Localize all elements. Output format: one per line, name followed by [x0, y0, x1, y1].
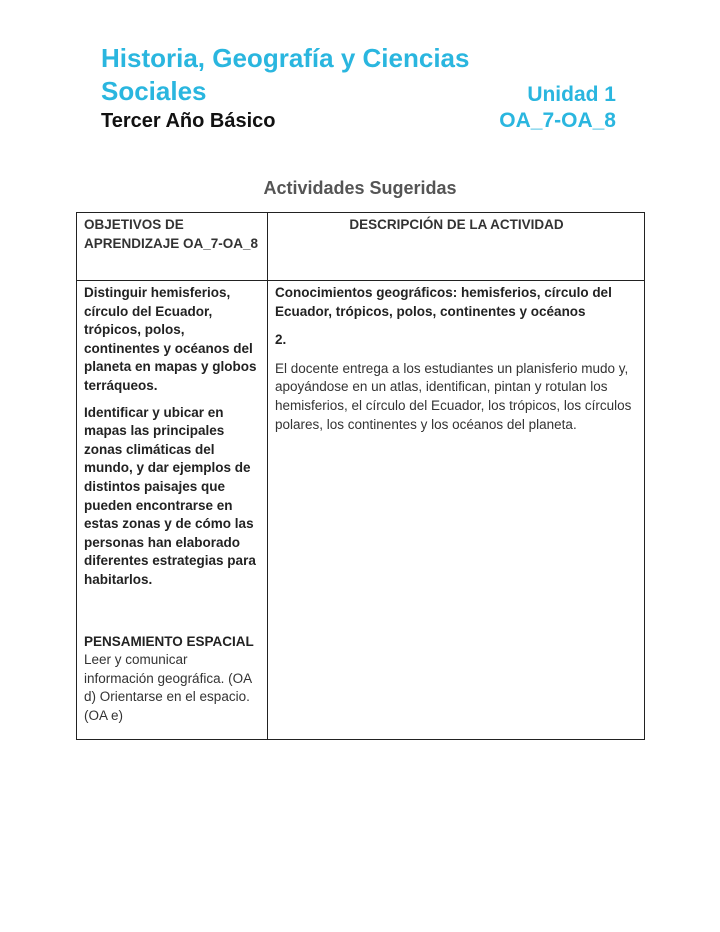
objectives-cell [77, 281, 268, 740]
activity-number: 2. [275, 332, 287, 348]
skill-heading: PENSAMIENTO ESPACIAL [84, 633, 254, 649]
activity-heading: Conocimientos geográficos: hemisferios, círculo del Ecuador, trópicos, polos, continentes y océanos [275, 285, 612, 319]
description-cell [268, 281, 645, 740]
subject-title-line-2: Sociales [101, 76, 207, 106]
skill-text: Leer y comunicar información geográfica. (OA d) Orientarse en el espacio. (OA e) [84, 652, 252, 723]
table-header-row [77, 213, 645, 281]
activity-table [76, 212, 645, 740]
objective-item: Distinguir hemisferios, círculo del Ecuador, trópicos, polos, continentes y océanos del planeta en mapas y globos terráqueos. [84, 285, 257, 393]
unit-label: Unidad 1 [527, 83, 616, 106]
section-title: Actividades Sugeridas [263, 178, 457, 198]
objectives-column-header: OBJETIVOS DE APRENDIZAJE OA_7-OA_8 [77, 213, 268, 281]
objective-code: OA_7-OA_8 [499, 109, 616, 132]
description-column-header: DESCRIPCIÓN DE LA ACTIVIDAD [268, 213, 645, 281]
subject-title-line-1: Historia, Geografía y Ciencias [101, 43, 470, 73]
table-row [77, 281, 645, 740]
grade-label: Tercer Año Básico [101, 110, 276, 132]
activity-text: El docente entrega a los estudiantes un planisferio mudo y, apoyándose en un atlas, identifican, pintan y rotulan los hemisferios, el círculo del Ecuador, los trópicos, los círculos polares, los continentes y los océanos del planeta. [275, 360, 632, 432]
objective-item: Identificar y ubicar en mapas las principales zonas climáticas del mundo, y dar ejemplos de distintos paisajes que pueden encontrarse en estas zonas y de cómo las personas han elaborado diferentes estrategias para habitarlos. [84, 404, 256, 587]
